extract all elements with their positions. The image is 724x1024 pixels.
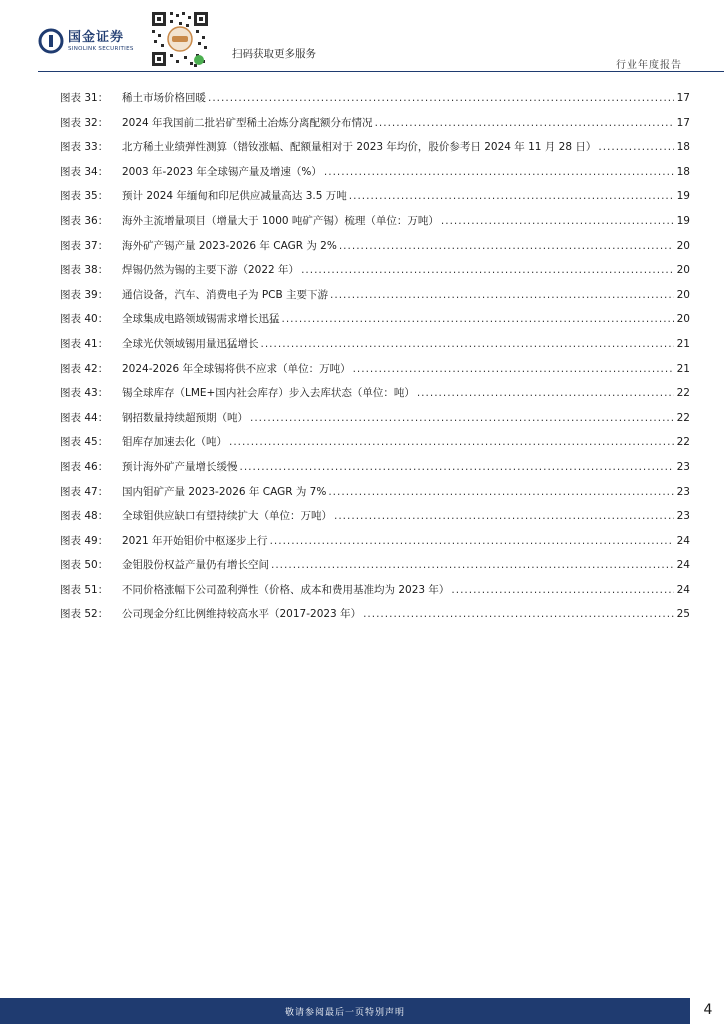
toc-figure-title: 不同价格涨幅下公司盈利弹性（价格、成本和费用基准均为 2023 年） (122, 583, 450, 596)
toc-figure-title: 海外矿产锡产量 2023-2026 年 CAGR 为 2% (122, 239, 337, 252)
toc-figure-title: 全球钼供应缺口有望持续扩大（单位：万吨） (122, 510, 332, 523)
toc-entry[interactable] (60, 434, 690, 459)
toc-dot-leader (328, 486, 674, 498)
toc-figure-title: 北方稀土业绩弹性测算（镨钕涨幅、配额量相对于 2023 年均价，股价参考日 2024 年 11 月 28 日） (122, 141, 597, 154)
toc-page-number: 24 (676, 583, 690, 596)
toc-entry[interactable] (60, 484, 690, 509)
toc-dot-leader (301, 264, 674, 276)
toc-figure-label: 图表 50： (60, 559, 109, 572)
qr-code-icon[interactable] (148, 8, 212, 70)
toc-entry[interactable] (60, 361, 690, 386)
toc-entry[interactable] (60, 533, 690, 558)
report-type-label: 行业年度报告 (616, 60, 682, 71)
toc-dot-leader (229, 436, 674, 448)
toc-dot-leader (598, 141, 674, 153)
toc-dot-leader (349, 190, 674, 202)
toc-dot-leader (441, 215, 674, 227)
toc-figure-title: 全球光伏领域锡用量迅猛增长 (122, 337, 259, 350)
toc-entry[interactable] (60, 115, 690, 140)
toc-page-number: 21 (676, 337, 690, 350)
toc-entry[interactable] (60, 385, 690, 410)
toc-page-number: 21 (676, 362, 690, 375)
toc-dot-leader (330, 289, 674, 301)
toc-entry[interactable] (60, 213, 690, 238)
toc-entry[interactable] (60, 508, 690, 533)
toc-figure-label: 图表 43： (60, 387, 109, 400)
toc-dot-leader (282, 313, 675, 325)
toc-dot-leader (250, 412, 674, 424)
toc-page-number: 19 (676, 214, 690, 227)
toc-page-number: 22 (676, 411, 690, 424)
toc-figure-title: 预计海外矿产量增长缓慢 (122, 460, 238, 473)
page-header (0, 0, 724, 74)
toc-figure-label: 图表 51： (60, 583, 109, 596)
toc-figure-title: 2003 年-2023 年全球锡产量及增速（%） (122, 165, 322, 178)
toc-figure-label: 图表 35： (60, 190, 109, 203)
toc-page-number: 23 (676, 460, 690, 473)
logo-chinese-name: 国金证券 (68, 29, 125, 45)
toc-entry[interactable] (60, 459, 690, 484)
toc-dot-leader (240, 461, 675, 473)
toc-entry[interactable] (60, 557, 690, 582)
footer-disclaimer: 敬请参阅最后一页特别声明 (284, 1008, 405, 1018)
toc-entry[interactable] (60, 606, 690, 631)
header-divider (38, 71, 724, 72)
toc-figure-label: 图表 48： (60, 510, 109, 523)
toc-entry[interactable] (60, 582, 690, 607)
toc-page-number: 23 (676, 485, 690, 498)
toc-figure-label: 图表 40： (60, 313, 109, 326)
toc-figure-title: 稀土市场价格回暖 (122, 92, 206, 104)
toc-figure-label: 图表 38： (60, 264, 109, 277)
toc-figure-label: 图表 49： (60, 534, 109, 547)
toc-page-number: 20 (676, 313, 690, 326)
toc-figure-title: 公司现金分红比例维持较高水平（2017-2023 年） (122, 608, 362, 621)
toc-entry[interactable] (60, 164, 690, 189)
brand-logo (38, 28, 134, 54)
toc-page-number: 20 (676, 264, 690, 277)
toc-page-number: 17 (676, 116, 690, 129)
toc-entry[interactable] (60, 90, 690, 115)
toc-figure-label: 图表 33： (60, 141, 109, 154)
toc-dot-leader (451, 584, 674, 596)
toc-figure-title: 锡全球库存（LME+国内社会库存）步入去库状态（单位：吨） (122, 387, 415, 400)
qr-caption: 扫码获取更多服务 (232, 48, 316, 60)
toc-entry[interactable] (60, 287, 690, 312)
toc-dot-leader (334, 510, 674, 522)
toc-figure-label: 图表 52： (60, 608, 109, 621)
footer-bar (0, 998, 690, 1024)
toc-dot-leader (270, 535, 674, 547)
toc-figure-label: 图表 31： (60, 92, 109, 104)
toc-figure-title: 2021 年开始钼价中枢逐步上行 (122, 534, 268, 547)
page-footer (0, 998, 724, 1024)
toc-dot-leader (339, 240, 674, 252)
toc-page-number: 22 (676, 436, 690, 449)
toc-figure-label: 图表 45： (60, 436, 109, 449)
toc-entry[interactable] (60, 336, 690, 361)
toc-page-number: 23 (676, 510, 690, 523)
toc-figure-label: 图表 44： (60, 411, 109, 424)
sinolink-logo-icon (38, 28, 64, 54)
toc-figure-label: 图表 36： (60, 214, 109, 227)
toc-figure-title: 国内钼矿产量 2023-2026 年 CAGR 为 7% (122, 485, 327, 498)
toc-figure-label: 图表 34： (60, 165, 109, 178)
toc-figure-title: 全球集成电路领域锡需求增长迅猛 (122, 313, 280, 326)
toc-dot-leader (208, 92, 674, 104)
toc-page-number: 24 (676, 534, 690, 547)
toc-figure-label: 图表 42： (60, 362, 109, 375)
toc-page-number: 24 (676, 559, 690, 572)
toc-dot-leader (271, 559, 674, 571)
toc-figure-title: 金钼股份权益产量仍有增长空间 (122, 559, 269, 572)
toc-dot-leader (375, 117, 674, 129)
toc-entry[interactable] (60, 188, 690, 213)
toc-page-number: 18 (676, 165, 690, 178)
toc-dot-leader (353, 363, 674, 375)
toc-dot-leader (261, 338, 675, 350)
toc-entry[interactable] (60, 262, 690, 287)
toc-page-number: 18 (676, 141, 690, 154)
toc-figure-title: 2024 年我国前二批岩矿型稀土冶炼分离配额分布情况 (122, 116, 373, 129)
figure-index-list (60, 90, 690, 631)
toc-entry[interactable] (60, 410, 690, 435)
toc-page-number: 17 (676, 92, 690, 104)
toc-figure-label: 图表 39： (60, 288, 109, 301)
toc-figure-label: 图表 46： (60, 460, 109, 473)
toc-entry[interactable] (60, 311, 690, 336)
toc-figure-label: 图表 32： (60, 116, 109, 129)
toc-figure-title: 钼库存加速去化（吨） (122, 436, 227, 449)
toc-figure-title: 预计 2024 年缅甸和印尼供应减量高达 3.5 万吨 (122, 190, 347, 203)
toc-entry[interactable] (60, 139, 690, 164)
toc-figure-label: 图表 37： (60, 239, 109, 252)
logo-english-name: SINOLINK SECURITIES (68, 45, 134, 52)
toc-figure-title: 2024-2026 年全球锡将供不应求（单位：万吨） (122, 362, 351, 375)
toc-entry[interactable] (60, 238, 690, 263)
toc-page-number: 25 (676, 608, 690, 621)
toc-figure-title: 钢招数量持续超预期（吨） (122, 411, 248, 424)
toc-page-number: 19 (676, 190, 690, 203)
toc-page-number: 20 (676, 288, 690, 301)
toc-figure-label: 图表 47： (60, 485, 109, 498)
toc-figure-title: 海外主流增量项目（增量大于 1000 吨矿产锡）梳理（单位：万吨） (122, 214, 439, 227)
toc-dot-leader (417, 387, 674, 399)
toc-dot-leader (324, 166, 674, 178)
toc-figure-title: 通信设备，汽车、消费电子为 PCB 主要下游 (122, 288, 329, 301)
toc-figure-title: 焊锡仍然为锡的主要下游（2022 年） (122, 264, 300, 277)
toc-page-number: 20 (676, 239, 690, 252)
page-number: 4 (703, 1002, 713, 1018)
toc-figure-label: 图表 41： (60, 337, 109, 350)
toc-page-number: 22 (676, 387, 690, 400)
toc-dot-leader (363, 608, 674, 620)
